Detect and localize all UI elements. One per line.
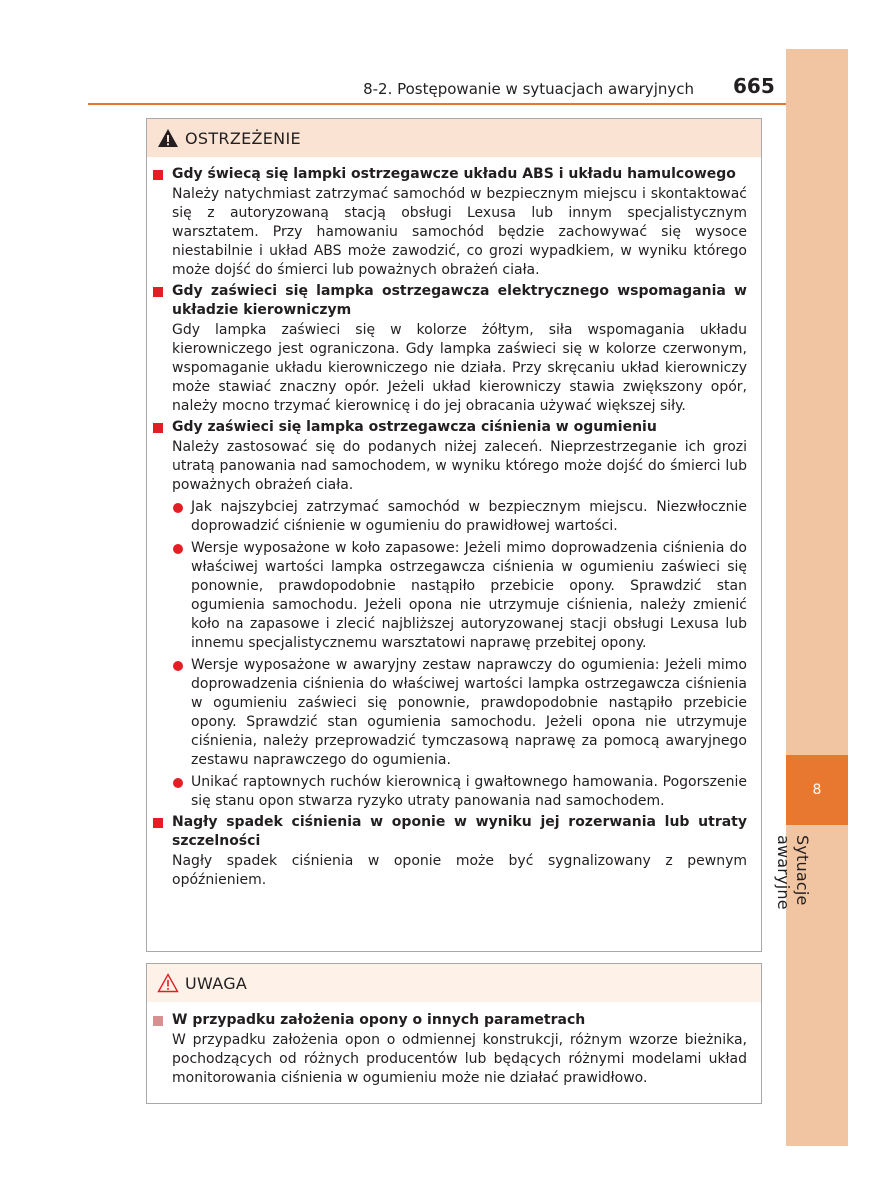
round-bullet-icon <box>173 503 183 513</box>
round-bullet-icon <box>173 778 183 788</box>
square-bullet-icon <box>153 1016 163 1026</box>
warning-section <box>147 165 761 280</box>
caution-box <box>146 963 762 1104</box>
caution-section <box>147 1011 761 1088</box>
warning-section <box>147 418 761 811</box>
chapter-title: Sytuacje awaryjne <box>774 835 812 910</box>
section-title: Gdy zaświeci się lampka ostrzegawcza ciśnienia w ogumieniu <box>172 419 657 435</box>
square-bullet-icon <box>153 170 163 180</box>
caution-box-header <box>147 964 761 1002</box>
square-bullet-icon <box>153 287 163 297</box>
list-item <box>191 656 747 770</box>
warning-section <box>147 813 761 890</box>
section-body: W przypadku założenia opon o odmiennej konstrukcji, różnym wzorze bieżnika, pochodzących od różnych producentów lub będących różnymi modelami układ monitorowania ciśnienia w ogumieniu może nie działać prawidłowo. <box>172 1032 747 1086</box>
section-body: Nagły spadek ciśnienia w oponie może być sygnalizowany z pewnym opóźnieniem. <box>172 853 747 888</box>
list-item-text: Unikać raptownych ruchów kierownicą i gwałtownego hamowania. Pogorszenie się stanu opon stwarza ryzyko utraty panowania nad samochodem. <box>191 774 747 809</box>
section-title: Gdy zaświeci się lampka ostrzegawcza elektrycznego wspomagania w układzie kierowniczym <box>172 283 747 318</box>
caution-triangle-icon <box>157 973 179 993</box>
section-body: Gdy lampka zaświeci się w kolorze żółtym, siła wspomagania układu kierowniczego jest ograniczona. Gdy lampka zaświeci się w kolorze czerwonym, wspomaganie układu kierowniczego nie działa. Przy skręcaniu układ kierowniczy może stawiać znaczny opór. Jeżeli układ kierowniczy stawia zwiększony opór, należy mocno trzymać kierownicę i do jej obracania używać większej siły. <box>172 322 747 414</box>
round-bullet-icon <box>173 544 183 554</box>
caution-title: UWAGA <box>185 973 248 993</box>
warning-section <box>147 282 761 416</box>
chapter-number: 8 <box>786 755 848 825</box>
page-number: 665 <box>733 74 775 98</box>
warning-box-body <box>147 157 761 890</box>
section-title: Nagły spadek ciśnienia w oponie w wyniku jej rozerwania lub utraty szczelności <box>172 814 747 849</box>
square-bullet-icon <box>153 423 163 433</box>
warning-title: OSTRZEŻENIE <box>185 128 301 148</box>
section-title: Gdy świecą się lampki ostrzegawcze układu ABS i układu hamulcowego <box>172 166 736 182</box>
list-item-text: Wersje wyposażone w awaryjny zestaw naprawczy do ogumienia: Jeżeli mimo doprowadzenia ciśnienia do właściwej wartości lampka ostrzegawcza ciśnienia w ogumieniu zaświeci się ponownie, prawdopodobnie nastąpiło przebicie opony. Sprawdzić stan ogumienia samochodu. Jeżeli opona nie utrzymuje ciśnienia, należy przeprowadzić tymczasową naprawę za pomocą awaryjnego zestawu naprawczego do ogumienia. <box>191 657 747 768</box>
warning-box-header <box>147 119 761 157</box>
list-item <box>191 539 747 653</box>
square-bullet-icon <box>153 818 163 828</box>
round-bullet-icon <box>173 661 183 671</box>
section-header: 8-2. Postępowanie w sytuacjach awaryjnych <box>363 80 694 98</box>
warning-triangle-icon <box>157 128 179 148</box>
header-rule <box>88 103 786 105</box>
warning-box <box>146 118 762 952</box>
section-title: W przypadku założenia opony o innych parametrach <box>172 1012 586 1028</box>
list-item <box>191 498 747 536</box>
caution-box-body <box>147 1002 761 1088</box>
list-item-text: Jak najszybciej zatrzymać samochód w bezpiecznym miejscu. Niezwłocznie doprowadzić ciśnienie w ogumieniu do prawidłowej wartości. <box>191 499 747 534</box>
list-item <box>191 773 747 811</box>
list-item-text: Wersje wyposażone w koło zapasowe: Jeżeli mimo doprowadzenia ciśnienia do właściwej wartości lampka ostrzegawcza ciśnienia w ogumieniu zaświeci się ponownie, prawdopodobnie nastąpiło przebicie opony. Sprawdzić stan ogumienia samochodu. Jeżeli opona nie utrzymuje ciśnienia, należy zmienić koło na zapasowe i zlecić najbliższej autoryzowanej stacji obsługi Lexusa lub innemu specjalistycznemu warsztatowi naprawę przebitej opony. <box>191 540 747 651</box>
section-body: Należy natychmiast zatrzymać samochód w bezpiecznym miejscu i skontaktować się z autoryzowaną stacją obsługi Lexusa lub innym specjalistycznym warsztatem. Przy hamowaniu samochód będzie zachowywać się wysoce niestabilnie i układ ABS może zawodzić, co grozi wypadkiem, w wyniku którego może dojść do śmierci lub poważnych obrażeń ciała. <box>172 186 747 278</box>
section-body: Należy zastosować się do podanych niżej zaleceń. Nieprzestrzeganie ich grozi utratą panowania nad samochodem, w wyniku którego może dojść do śmierci lub poważnych obrażeń ciała. <box>172 439 747 493</box>
